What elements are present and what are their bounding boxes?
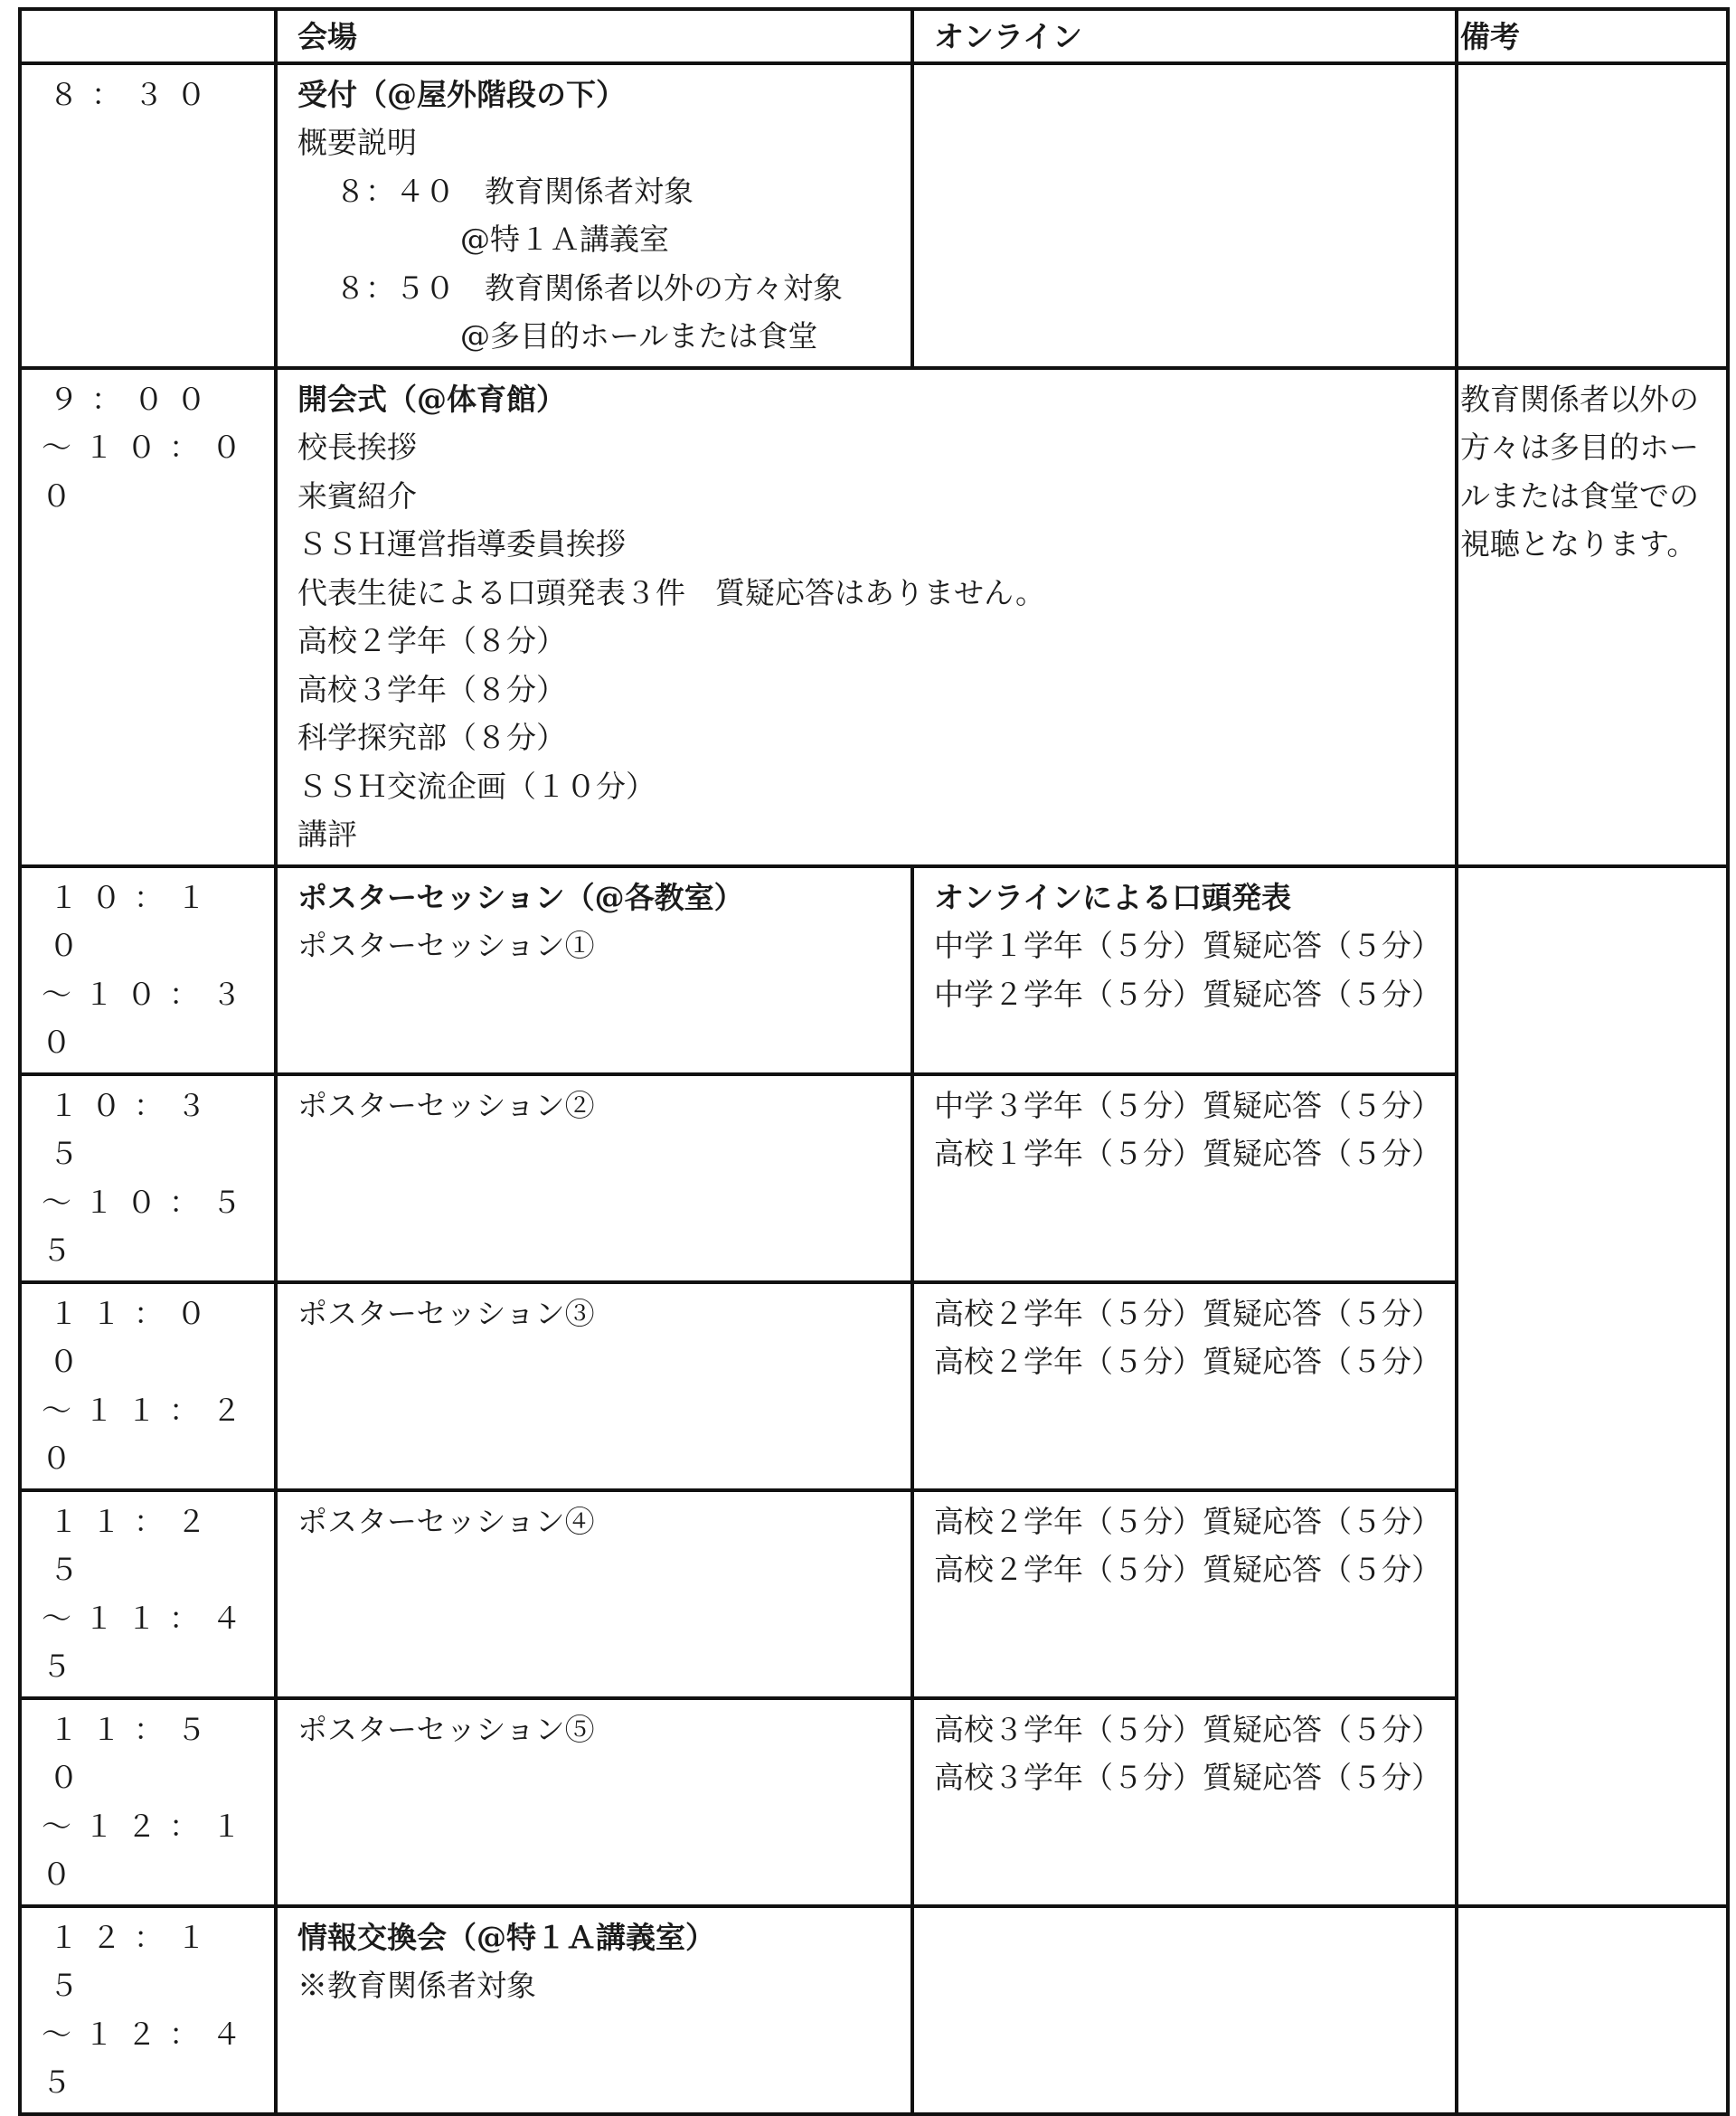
venue-line: 来賓紹介 (297, 477, 417, 514)
time-cell (20, 63, 276, 368)
venue-cell (276, 368, 1457, 866)
time-cell (20, 1490, 276, 1698)
online-line: 高校２学年（５分）質疑応答（５分） (934, 1503, 1441, 1539)
venue-line: 科学探究部（８分） (297, 720, 566, 755)
venue-cell (276, 866, 912, 1074)
header-notes: 備考 (1457, 9, 1728, 63)
venue-line: ポスターセッション⑤ (297, 1711, 595, 1747)
venue-line: 校長挨拶 (297, 430, 417, 465)
time-cell (20, 866, 276, 1074)
venue-line: ポスターセッション① (297, 928, 595, 963)
online-line: 中学１学年（５分）質疑応答（５分） (934, 928, 1441, 963)
time-start: ８：３０ (49, 76, 219, 112)
venue-line: 高校２学年（８分） (297, 623, 566, 658)
time-start: １１：５０ (49, 1711, 219, 1795)
note-cell (1457, 368, 1728, 866)
time-end: ～１２：４５ (42, 2016, 254, 2100)
online-cell (912, 1490, 1457, 1698)
schedule-table (18, 7, 1730, 2116)
venue-cell (276, 63, 912, 368)
schedule-row-reception (20, 63, 1728, 368)
online-line: 高校３学年（５分）質疑応答（５分） (934, 1711, 1441, 1747)
venue-line: 概要説明 (297, 125, 417, 160)
time-end: ～１０：３０ (42, 976, 254, 1060)
venue-cell (276, 1906, 912, 2114)
time-start: １１：００ (49, 1295, 219, 1379)
time-end: ～１２：１０ (42, 1808, 254, 1892)
venue-line: ＳＳＨ運営指導委員挨拶 (297, 526, 626, 562)
schedule-row-opening (20, 368, 1728, 866)
online-line: 高校２学年（５分）質疑応答（５分） (934, 1344, 1441, 1379)
schedule-row-info-exchange (20, 1906, 1728, 2114)
online-cell (912, 1698, 1457, 1906)
online-cell (912, 1282, 1457, 1490)
venue-line: 高校３学年（８分） (297, 671, 566, 707)
venue-line: ポスターセッション② (297, 1087, 595, 1123)
venue-line: @特１Ａ講義室 (460, 222, 669, 257)
header-time (20, 9, 276, 63)
online-title: オンラインによる口頭発表 (934, 879, 1292, 915)
schedule-row-poster-1 (20, 866, 1728, 1074)
venue-title: 情報交換会（@特１Ａ講義室） (297, 1919, 715, 1955)
online-line: 高校１学年（５分）質疑応答（５分） (934, 1136, 1441, 1171)
time-cell (20, 1074, 276, 1282)
venue-title: 開会式（@体育館） (297, 381, 566, 417)
note-cell (1457, 63, 1728, 368)
note-cell (1457, 1906, 1728, 2114)
venue-title: ポスターセッション（@各教室） (297, 879, 744, 915)
venue-title: 受付（@屋外階段の下） (297, 76, 626, 112)
time-cell (20, 1282, 276, 1490)
online-line: 中学３学年（５分）質疑応答（５分） (934, 1087, 1441, 1123)
time-cell (20, 1698, 276, 1906)
online-cell (912, 63, 1457, 368)
online-cell (912, 1074, 1457, 1282)
venue-line: 講評 (297, 817, 357, 852)
time-cell (20, 368, 276, 866)
venue-line: ８：５０ 教育関係者以外の方々対象 (335, 269, 843, 306)
online-line: 中学２学年（５分）質疑応答（５分） (934, 976, 1441, 1012)
time-end: ～１０：５５ (42, 1184, 254, 1268)
venue-cell (276, 1698, 912, 1906)
venue-line: @多目的ホールまたは食堂 (460, 318, 818, 354)
time-start: １２：１５ (49, 1919, 219, 2003)
time-cell (20, 1906, 276, 2114)
time-start: １１：２５ (49, 1503, 219, 1587)
note-cell (1457, 866, 1728, 1906)
venue-line: ポスターセッション④ (297, 1503, 595, 1539)
time-end: ～１１：４５ (42, 1600, 254, 1684)
time-start: １０：３５ (49, 1087, 219, 1171)
venue-line: ＳＳＨ交流企画（１０分） (297, 768, 656, 804)
online-cell (912, 866, 1457, 1074)
time-start: ９：００ (49, 381, 219, 417)
venue-cell (276, 1282, 912, 1490)
online-line: 高校３学年（５分）質疑応答（５分） (934, 1760, 1441, 1795)
time-start: １０：１０ (49, 879, 219, 963)
online-line: 高校２学年（５分）質疑応答（５分） (934, 1552, 1441, 1587)
venue-cell (276, 1074, 912, 1282)
online-cell (912, 1906, 1457, 2114)
venue-line: ※教育関係者対象 (297, 1968, 536, 2003)
venue-line: ８：４０ 教育関係者対象 (335, 173, 693, 209)
online-line: 高校２学年（５分）質疑応答（５分） (934, 1295, 1441, 1331)
venue-cell (276, 1490, 912, 1698)
header-row (20, 9, 1728, 63)
time-end: ～１１：２０ (42, 1392, 254, 1476)
header-venue: 会場 (276, 9, 912, 63)
venue-line: ポスターセッション③ (297, 1295, 595, 1331)
time-end: ～１０：００ (42, 430, 254, 514)
note-text: 教育関係者以外の方々は多目的ホールまたは食堂での視聴となります。 (1460, 381, 1699, 562)
header-online: オンライン (912, 9, 1457, 63)
venue-line: 代表生徒による口頭発表３件 質疑応答はありません。 (297, 574, 1045, 610)
